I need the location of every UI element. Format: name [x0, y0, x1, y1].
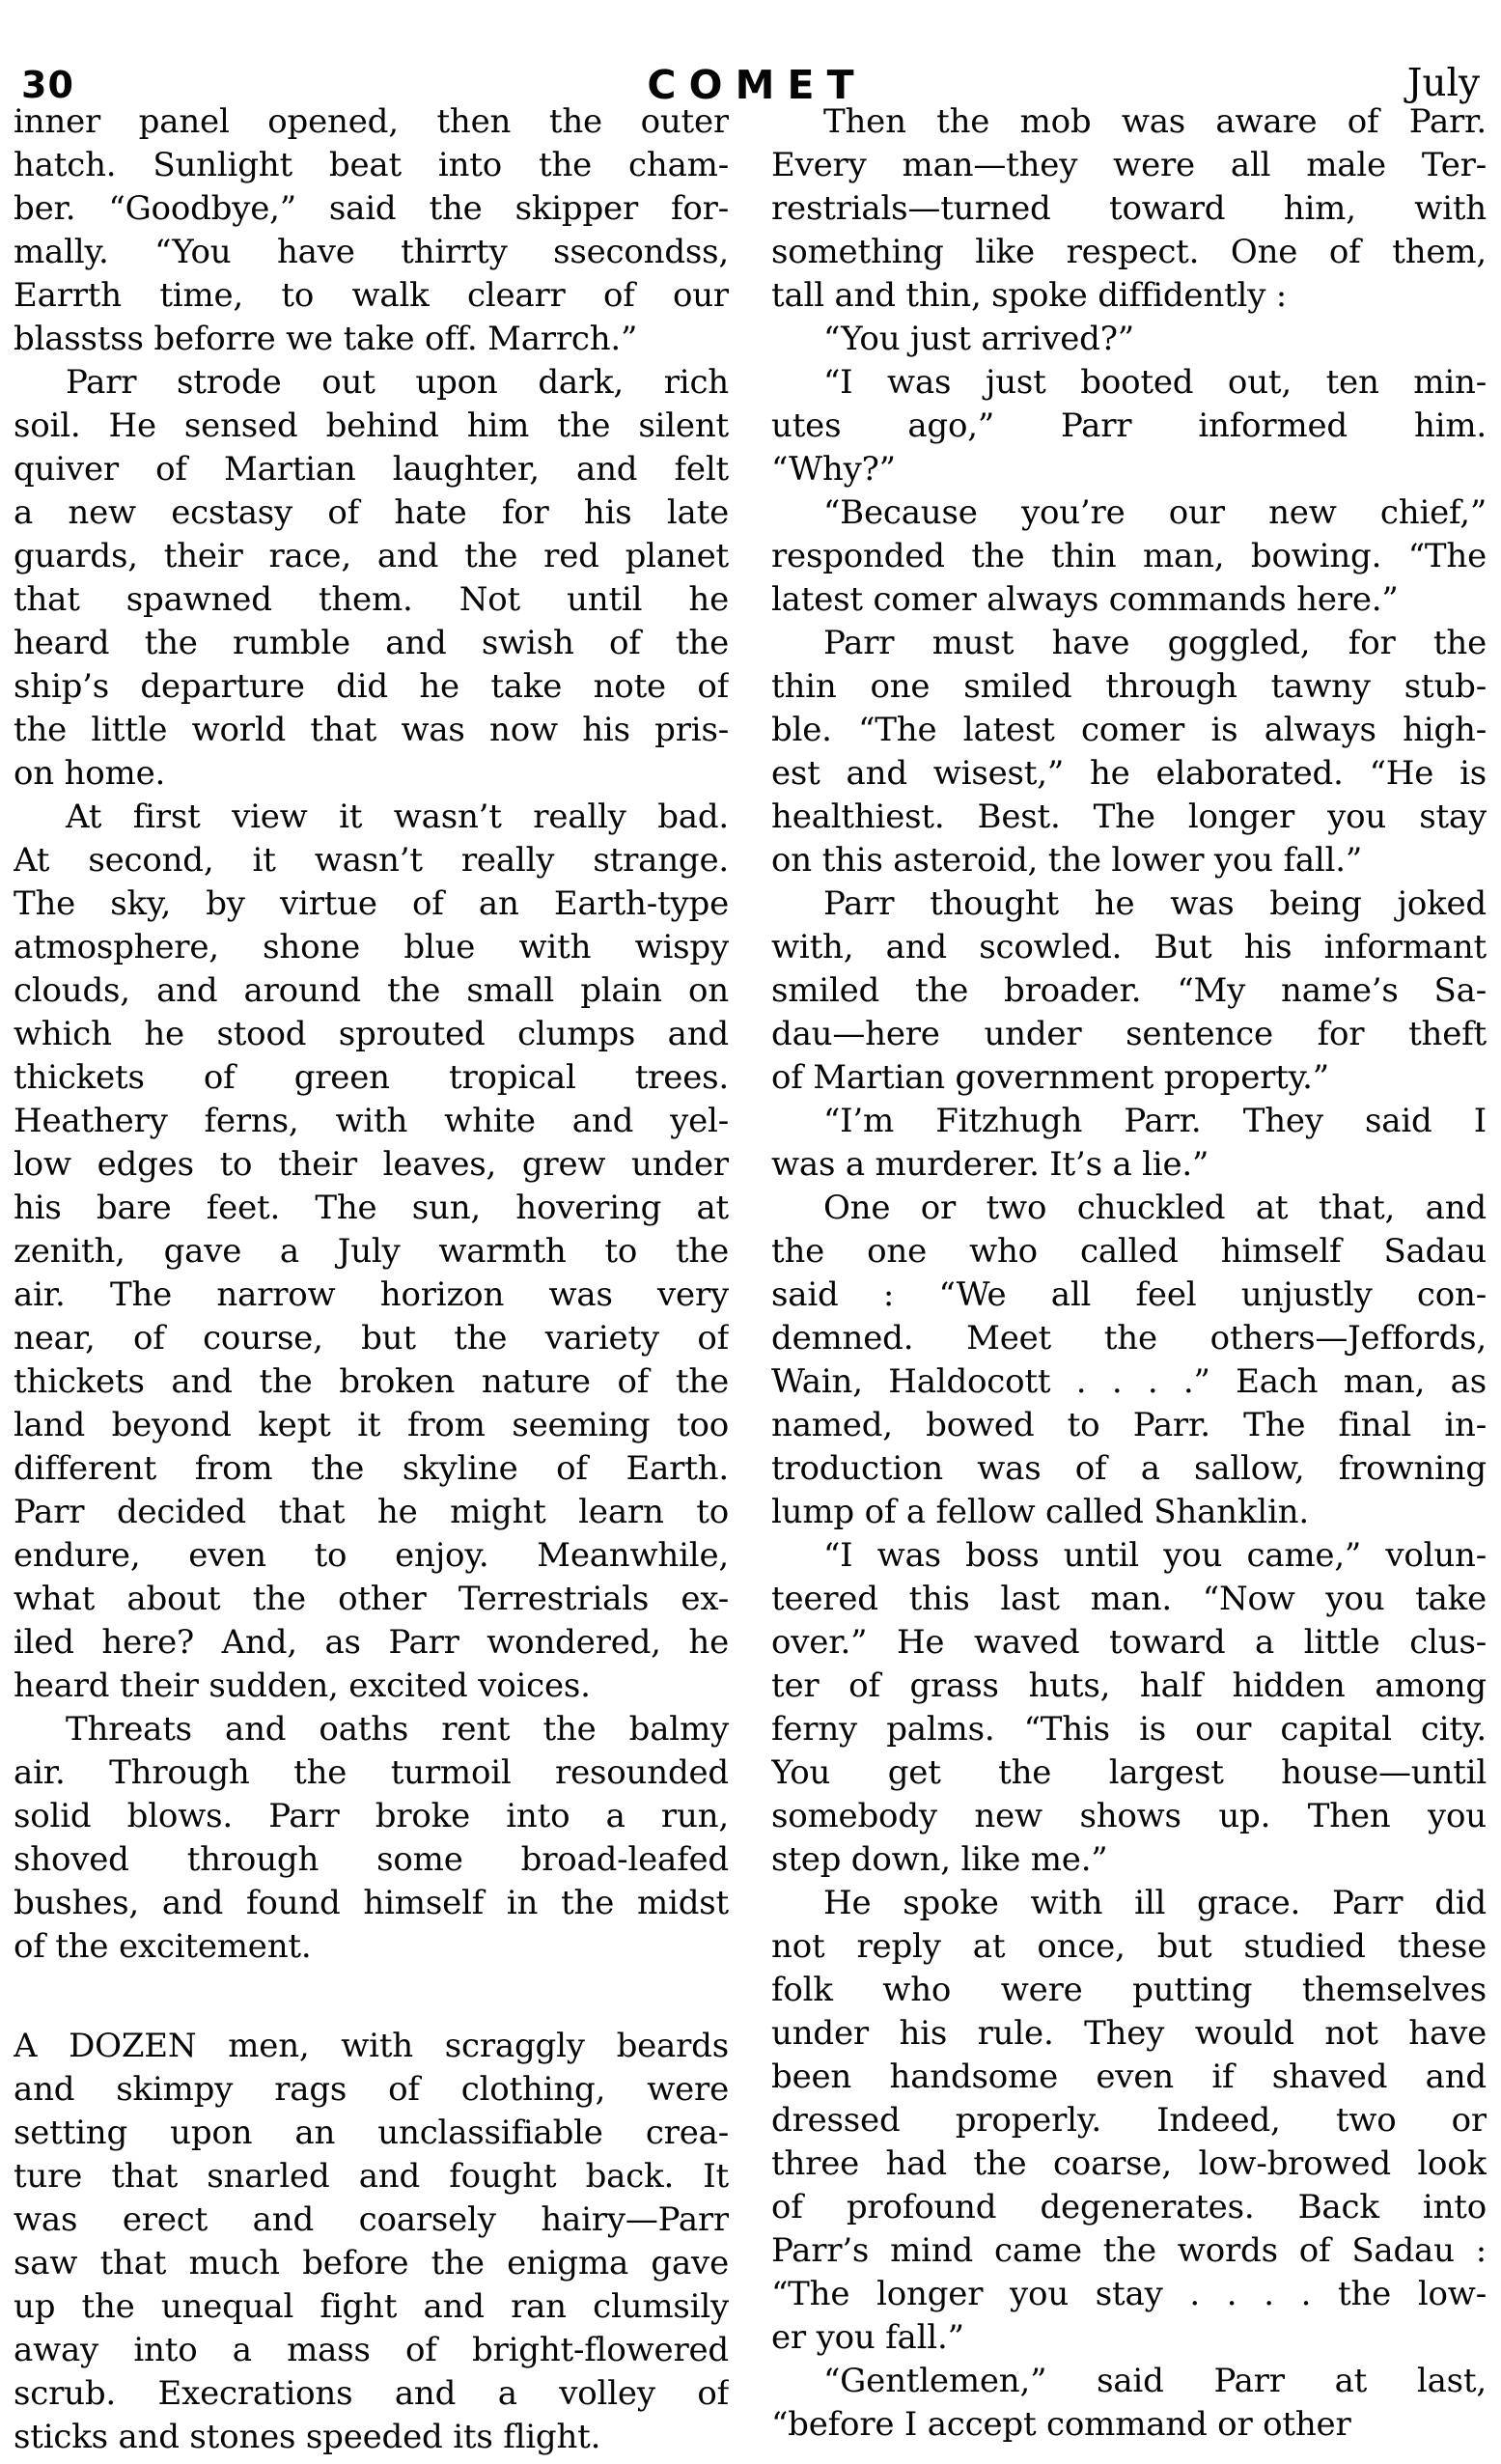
- text-line: ter of grass huts, half hidden among: [771, 1666, 1487, 1705]
- text-line: Parr’s mind came the words of Sadau :: [771, 2231, 1487, 2270]
- text-line: his bare feet. The sun, hovering at: [14, 1189, 729, 1227]
- text-line: “Why?”: [771, 450, 896, 489]
- text-line: solid blows. Parr broke into a run,: [14, 1797, 729, 1835]
- text-line: near, of course, but the variety of: [14, 1319, 729, 1358]
- text-line: He spoke with ill grace. Parr did: [823, 1884, 1487, 1922]
- text-line: “Because you’re our new chief,”: [823, 493, 1487, 532]
- text-line: folk who were putting themselves: [771, 1971, 1487, 2009]
- text-line: thickets and the broken nature of the: [14, 1362, 729, 1401]
- text-line: was a murderer. It’s a lie.”: [771, 1145, 1209, 1184]
- paragraph: [771, 1882, 1487, 2360]
- text-line: with, and scowled. But his informant: [771, 928, 1487, 966]
- paragraph: [14, 361, 729, 796]
- text-line: soil. He sensed behind him the silent: [14, 406, 729, 445]
- text-line: said : “We all feel unjustly con-: [771, 1275, 1487, 1314]
- paragraph: [771, 2360, 1487, 2447]
- text-line: under his rule. They would not have: [771, 2014, 1487, 2053]
- text-line: Earrth time, to walk clearr of our: [14, 276, 729, 315]
- text-line: endure, even to enjoy. Meanwhile,: [14, 1536, 729, 1575]
- text-line: that spawned them. Not until he: [14, 580, 729, 619]
- paragraph: [771, 882, 1487, 1100]
- text-line: of the excitement.: [14, 1927, 312, 1966]
- text-line: utes ago,” Parr informed him.: [771, 406, 1487, 445]
- text-line: lump of a fellow called Shanklin.: [771, 1493, 1309, 1531]
- text-line: smiled the broader. “My name’s Sa-: [771, 971, 1487, 1010]
- text-line: Every man—they were all male Ter-: [771, 146, 1487, 184]
- text-line: heard their sudden, excited voices.: [14, 1666, 591, 1705]
- text-line: “I’m Fitzhugh Parr. They said I: [823, 1102, 1487, 1140]
- text-line: Heathery ferns, with white and yel-: [14, 1102, 729, 1140]
- text-line: the one who called himself Sadau: [771, 1232, 1487, 1271]
- text-line: sticks and stones speeded its flight.: [14, 2418, 601, 2456]
- text-line: what about the other Terrestrials ex-: [14, 1580, 729, 1618]
- text-line: named, bowed to Parr. The final in-: [771, 1406, 1487, 1444]
- page-number: 30: [21, 64, 74, 106]
- text-line: est and wisest,” he elaborated. “He is: [771, 754, 1487, 793]
- text-line: latest comer always commands here.”: [771, 580, 1399, 619]
- text-line: of Martian government property.”: [771, 1058, 1329, 1097]
- text-line: of profound degenerates. Back into: [771, 2188, 1487, 2226]
- text-line: something like respect. One of them,: [771, 233, 1487, 271]
- text-line: iled here? And, as Parr wondered, he: [14, 1623, 729, 1662]
- text-line: atmosphere, shone blue with wispy: [14, 928, 729, 966]
- text-line: healthiest. Best. The longer you stay: [771, 798, 1487, 836]
- text-line: on home.: [14, 754, 166, 793]
- text-line: “I was boss until you came,” volun-: [823, 1536, 1487, 1575]
- text-line: Threats and oaths rent the balmy: [66, 1710, 729, 1749]
- text-line: At first view it wasn’t really bad.: [66, 798, 729, 836]
- text-line: been handsome even if shaved and: [771, 2058, 1487, 2096]
- text-line: different from the skyline of Earth.: [14, 1449, 729, 1488]
- text-line: The sky, by virtue of an Earth-type: [14, 884, 729, 923]
- paragraph: [771, 1100, 1487, 1187]
- paragraph: [771, 1187, 1487, 1534]
- text-line: bushes, and found himself in the midst: [14, 1884, 729, 1922]
- text-line: You get the largest house—until: [771, 1753, 1487, 1792]
- text-line: restrials—turned toward him, with: [771, 189, 1487, 228]
- text-line: “You just arrived?”: [823, 320, 1134, 358]
- text-line: er you fall.”: [771, 2318, 964, 2357]
- text-line: ship’s departure did he take note of: [14, 667, 729, 706]
- text-line: the little world that was now his pris-: [14, 711, 729, 749]
- text-line: One or two chuckled at that, and: [823, 1189, 1487, 1227]
- text-line: Then the mob was aware of Parr.: [823, 102, 1487, 141]
- text-line: was erect and coarsely hairy—Parr: [14, 2200, 729, 2239]
- text-line: low edges to their leaves, grew under: [14, 1145, 729, 1184]
- text-line: shoved through some broad-leafed: [14, 1840, 729, 1879]
- text-line: demned. Meet the others—Jeffords,: [771, 1319, 1487, 1358]
- text-line: air. Through the turmoil resounded: [14, 1753, 729, 1792]
- left-column: [14, 100, 729, 2459]
- text-line: Parr strode out upon dark, rich: [66, 363, 729, 402]
- text-line: ble. “The latest comer is always high-: [771, 711, 1487, 749]
- text-line: mally. “You have thirrty ssecondss,: [14, 233, 729, 271]
- text-line: tall and thin, spoke diffidently :: [771, 276, 1288, 315]
- text-line: dressed properly. Indeed, two or: [771, 2101, 1487, 2140]
- right-column: [771, 100, 1487, 2459]
- text-line: thin one smiled through tawny stub-: [771, 667, 1487, 706]
- text-line: ture that snarled and fought back. It: [14, 2157, 729, 2196]
- text-line: guards, their race, and the red planet: [14, 537, 729, 575]
- text-line: “The longer you stay . . . . the low-: [771, 2275, 1487, 2313]
- text-line: clouds, and around the small plain on: [14, 971, 729, 1010]
- text-line: dau—here under sentence for theft: [771, 1015, 1487, 1053]
- text-line: zenith, gave a July warmth to the: [14, 1232, 729, 1271]
- text-line: up the unequal fight and ran clumsily: [14, 2287, 729, 2326]
- text-line: Wain, Haldocott . . . .” Each man, as: [771, 1362, 1487, 1401]
- paragraph: [14, 2025, 729, 2459]
- text-line: scrub. Execrations and a volley of: [14, 2374, 729, 2413]
- text-line: “before I accept command or other: [771, 2405, 1351, 2444]
- paragraph: [14, 796, 729, 1708]
- text-line: somebody new shows up. Then you: [771, 1797, 1487, 1835]
- text-line: hatch. Sunlight beat into the cham-: [14, 146, 729, 184]
- text-line: on this asteroid, the lower you fall.”: [771, 841, 1363, 880]
- paragraph: [771, 361, 1487, 491]
- text-line: “Gentlemen,” said Parr at last,: [823, 2362, 1487, 2400]
- text-line: troduction was of a sallow, frowning: [771, 1449, 1487, 1488]
- text-line: inner panel opened, then the outer: [14, 102, 729, 141]
- text-line: teered this last man. “Now you take: [771, 1580, 1487, 1618]
- text-line: A DOZEN men, with scraggly beards: [14, 2027, 729, 2065]
- text-line: quiver of Martian laughter, and felt: [14, 450, 729, 489]
- text-line: and skimpy rags of clothing, were: [14, 2070, 729, 2109]
- paragraph: [771, 491, 1487, 622]
- text-line: responded the thin man, bowing. “The: [771, 537, 1487, 575]
- paragraph: [14, 1708, 729, 1969]
- text-line: over.” He waved toward a little clus-: [771, 1623, 1487, 1662]
- text-line: “I was just booted out, ten min-: [823, 363, 1487, 402]
- text-line: Parr decided that he might learn to: [14, 1493, 729, 1531]
- text-line: At second, it wasn’t really strange.: [14, 841, 729, 880]
- paragraph: [771, 622, 1487, 882]
- text-line: three had the coarse, low-browed look: [771, 2144, 1487, 2183]
- text-line: ferny palms. “This is our capital city.: [771, 1710, 1487, 1749]
- text-line: Parr thought he was being joked: [823, 884, 1487, 923]
- text-line: a new ecstasy of hate for his late: [14, 493, 729, 532]
- paragraph: [771, 100, 1487, 318]
- text-line: step down, like me.”: [771, 1840, 1108, 1879]
- paragraph: [771, 1534, 1487, 1882]
- text-line: blasstss beforre we take off. Marrch.”: [14, 320, 638, 358]
- text-line: Parr must have goggled, for the: [823, 624, 1487, 662]
- text-line: land beyond kept it from seeming too: [14, 1406, 729, 1444]
- text-line: air. The narrow horizon was very: [14, 1275, 729, 1314]
- text-line: ber. “Goodbye,” said the skipper for-: [14, 189, 729, 228]
- paragraph: [771, 318, 1487, 361]
- text-line: thickets of green tropical trees.: [14, 1058, 729, 1097]
- issue-month: July: [1406, 62, 1480, 105]
- text-line: heard the rumble and swish of the: [14, 624, 729, 662]
- text-line: away into a mass of bright-flowered: [14, 2331, 729, 2369]
- text-line: not reply at once, but studied these: [771, 1927, 1487, 1966]
- text-columns: [14, 100, 1487, 2459]
- magazine-title: COMET: [647, 62, 867, 108]
- paragraph: [14, 100, 729, 361]
- text-line: setting upon an unclassifiable crea-: [14, 2114, 729, 2152]
- text-line: saw that much before the enigma gave: [14, 2244, 729, 2282]
- text-line: which he stood sprouted clumps and: [14, 1015, 729, 1053]
